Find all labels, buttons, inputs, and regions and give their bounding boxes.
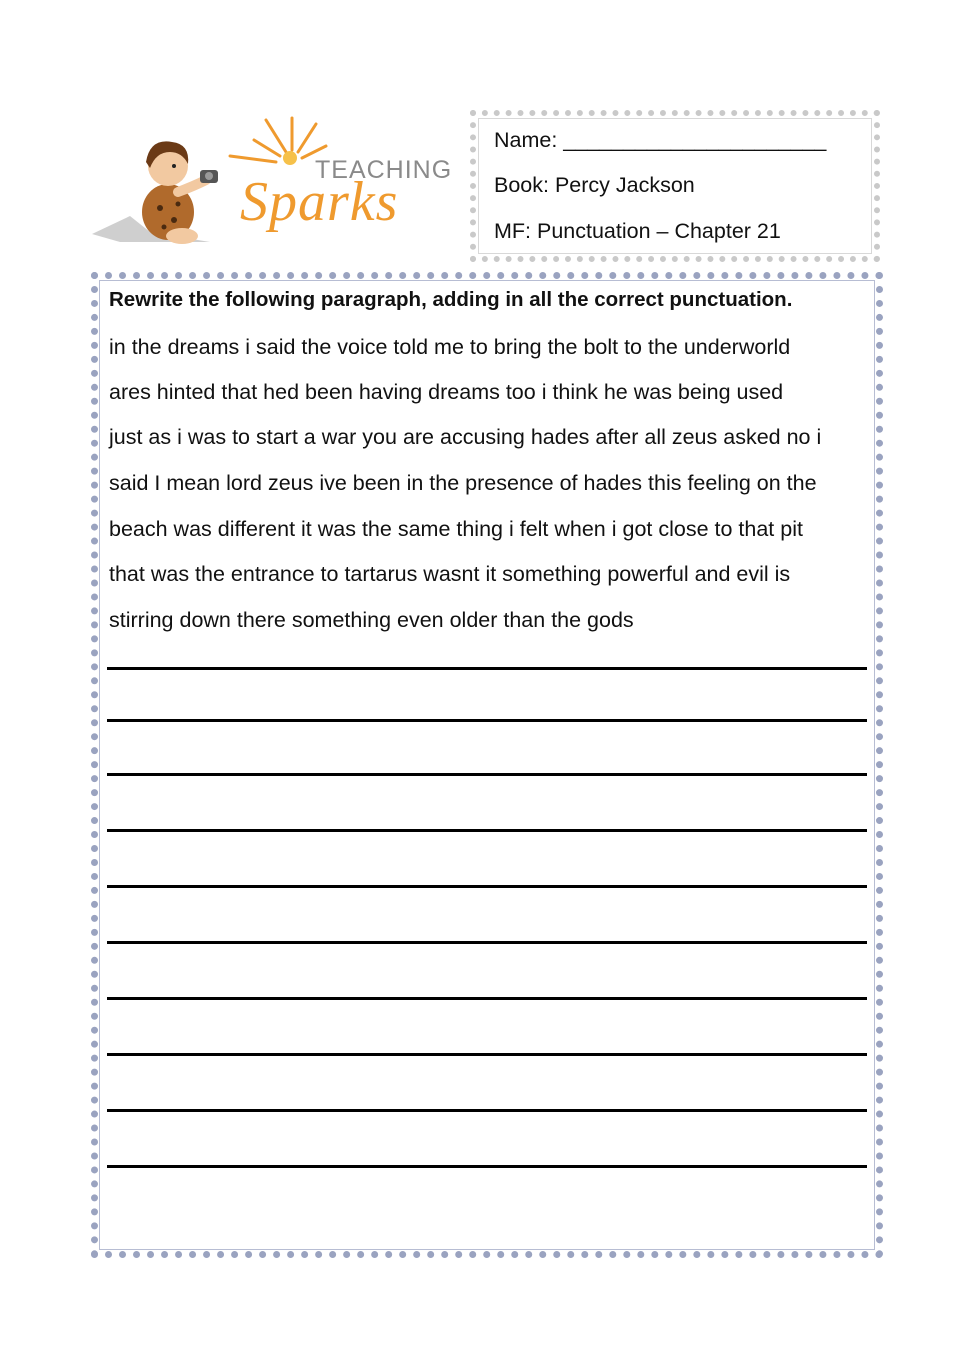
paragraph-line: ares hinted that hed been having dreams too i think he was being used [109, 380, 784, 404]
paragraph-line: said I mean lord zeus ive been in the presence of hades this feeling on the [109, 471, 817, 495]
paragraph-line: just as i was to start a war you are accusing hades after all zeus asked no i [109, 425, 822, 449]
writing-line[interactable] [107, 829, 867, 832]
topic-label: MF: Punctuation – Chapter 21 [494, 219, 781, 243]
writing-line[interactable] [107, 719, 867, 722]
logo-teaching-text: TEACHING [315, 156, 453, 184]
paragraph-line: that was the entrance to tartarus wasnt it something powerful and evil is [109, 562, 791, 586]
logo-sparks-text: Sparks [240, 171, 399, 233]
writing-line[interactable] [107, 1165, 867, 1168]
writing-line[interactable] [107, 941, 867, 944]
paragraph-line: beach was different it was the same thing i felt when i got close to that pit [109, 517, 803, 541]
writing-line[interactable] [107, 1053, 867, 1056]
paragraph-line: stirring down there something even older than the gods [109, 608, 634, 632]
name-field[interactable]: Name: ______________________ [494, 128, 827, 152]
teaching-sparks-logo [90, 112, 460, 262]
instruction-heading: Rewrite the following paragraph, adding in all the correct punctuation. [109, 288, 793, 311]
writing-line[interactable] [107, 667, 867, 670]
book-title: Book: Percy Jackson [494, 173, 695, 197]
paragraph-line: in the dreams i said the voice told me to bring the bolt to the underworld [109, 335, 791, 359]
writing-line[interactable] [107, 773, 867, 776]
writing-line[interactable] [107, 885, 867, 888]
writing-line[interactable] [107, 1109, 867, 1112]
student-info-box [470, 110, 880, 262]
writing-line[interactable] [107, 997, 867, 1000]
